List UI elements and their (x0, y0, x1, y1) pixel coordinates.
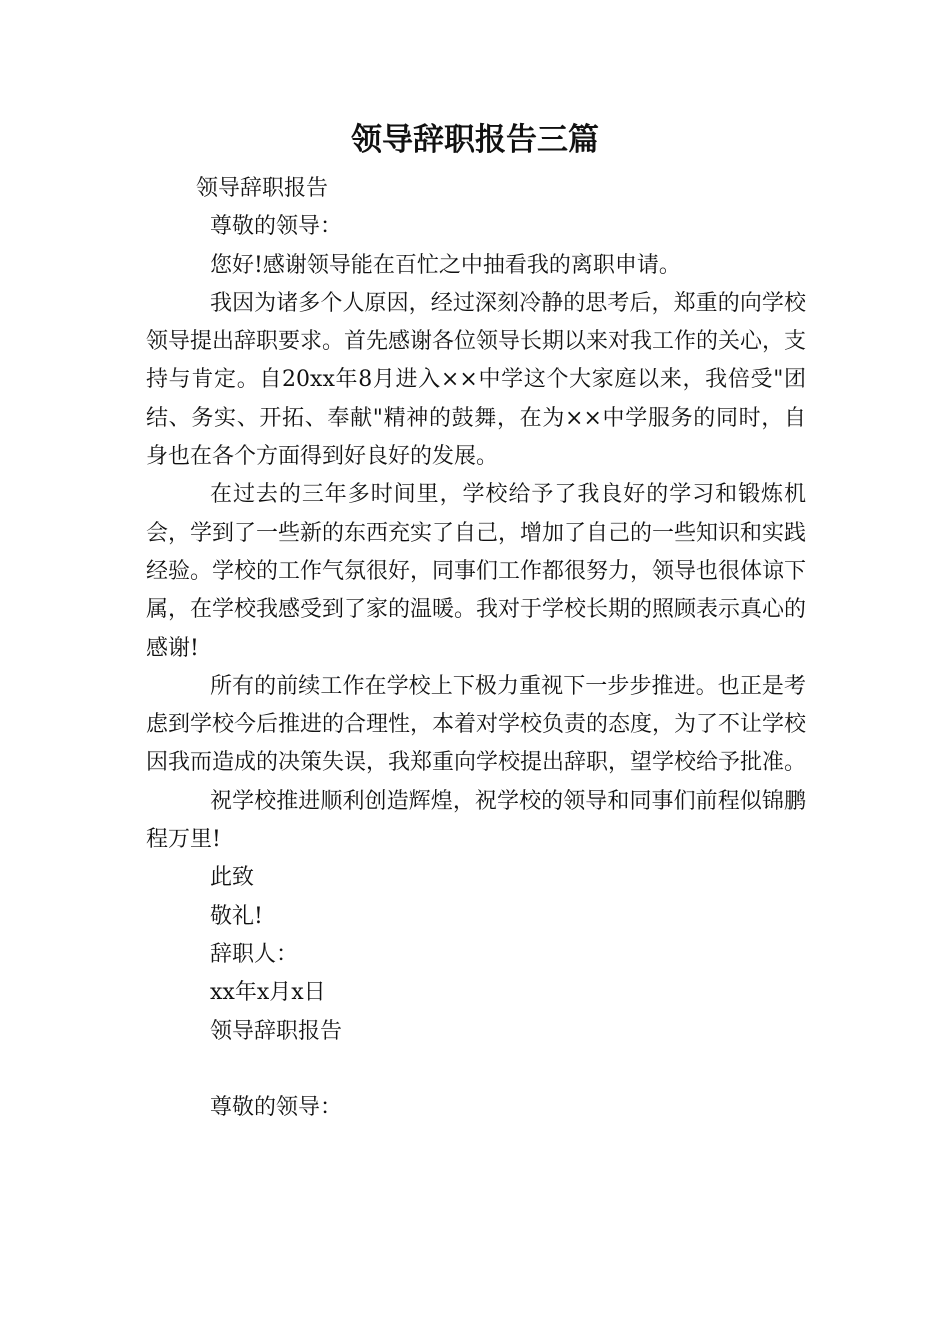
paragraph-4: 祝学校推进顺利创造辉煌，祝学校的领导和同事们前程似锦鹏程万里! (146, 788, 806, 853)
paragraph-2: 在过去的三年多时间里，学校给予了我良好的学习和锻炼机会，学到了一些新的东西充实了自己，增加了自己的一些知识和实践经验。学校的工作气氛很好，同事们工作都很努力，领导也很体谅下属，在学校我感受到了家的温暖。我对于学校长期的照顾表示真心的感谢! (146, 482, 807, 661)
document-body (146, 170, 806, 1127)
paragraph-1: 我因为诸多个人原因，经过深刻冷静的思考后，郑重的向学校领导提出辞职要求。首先感谢各位领导长期以来对我工作的关心，支持与肯定。自20xx年8月进入××中学这个大家庭以来，我倍受"团结、务实、开拓、奉献"精神的鼓舞，在为××中学服务的同时，自身也在各个方面得到好良好的发展。 (146, 290, 807, 470)
document-title: 领导辞职报告三篇 (351, 122, 599, 158)
signer-label: 辞职人： (210, 941, 299, 967)
second-salutation: 尊敬的领导： (210, 1095, 343, 1121)
second-heading: 领导辞职报告 (210, 1018, 343, 1044)
date-line: xx年x月x日 (210, 980, 326, 1006)
closing-line-2: 敬礼! (210, 903, 263, 929)
subheading: 领导辞职报告 (196, 176, 329, 201)
greeting: 您好!感谢领导能在百忙之中抽看我的离职申请。 (210, 252, 681, 278)
blank-line (146, 1051, 806, 1089)
paragraph-3: 所有的前续工作在学校上下极力重视下一步步推进。也正是考虑到学校今后推进的合理性，本着对学校负责的态度，为了不让学校因我而造成的决策失误，我郑重向学校提出辞职，望学校给予批准。 (146, 673, 807, 776)
salutation: 尊敬的领导： (210, 214, 343, 240)
closing-line-1: 此致 (210, 865, 255, 891)
